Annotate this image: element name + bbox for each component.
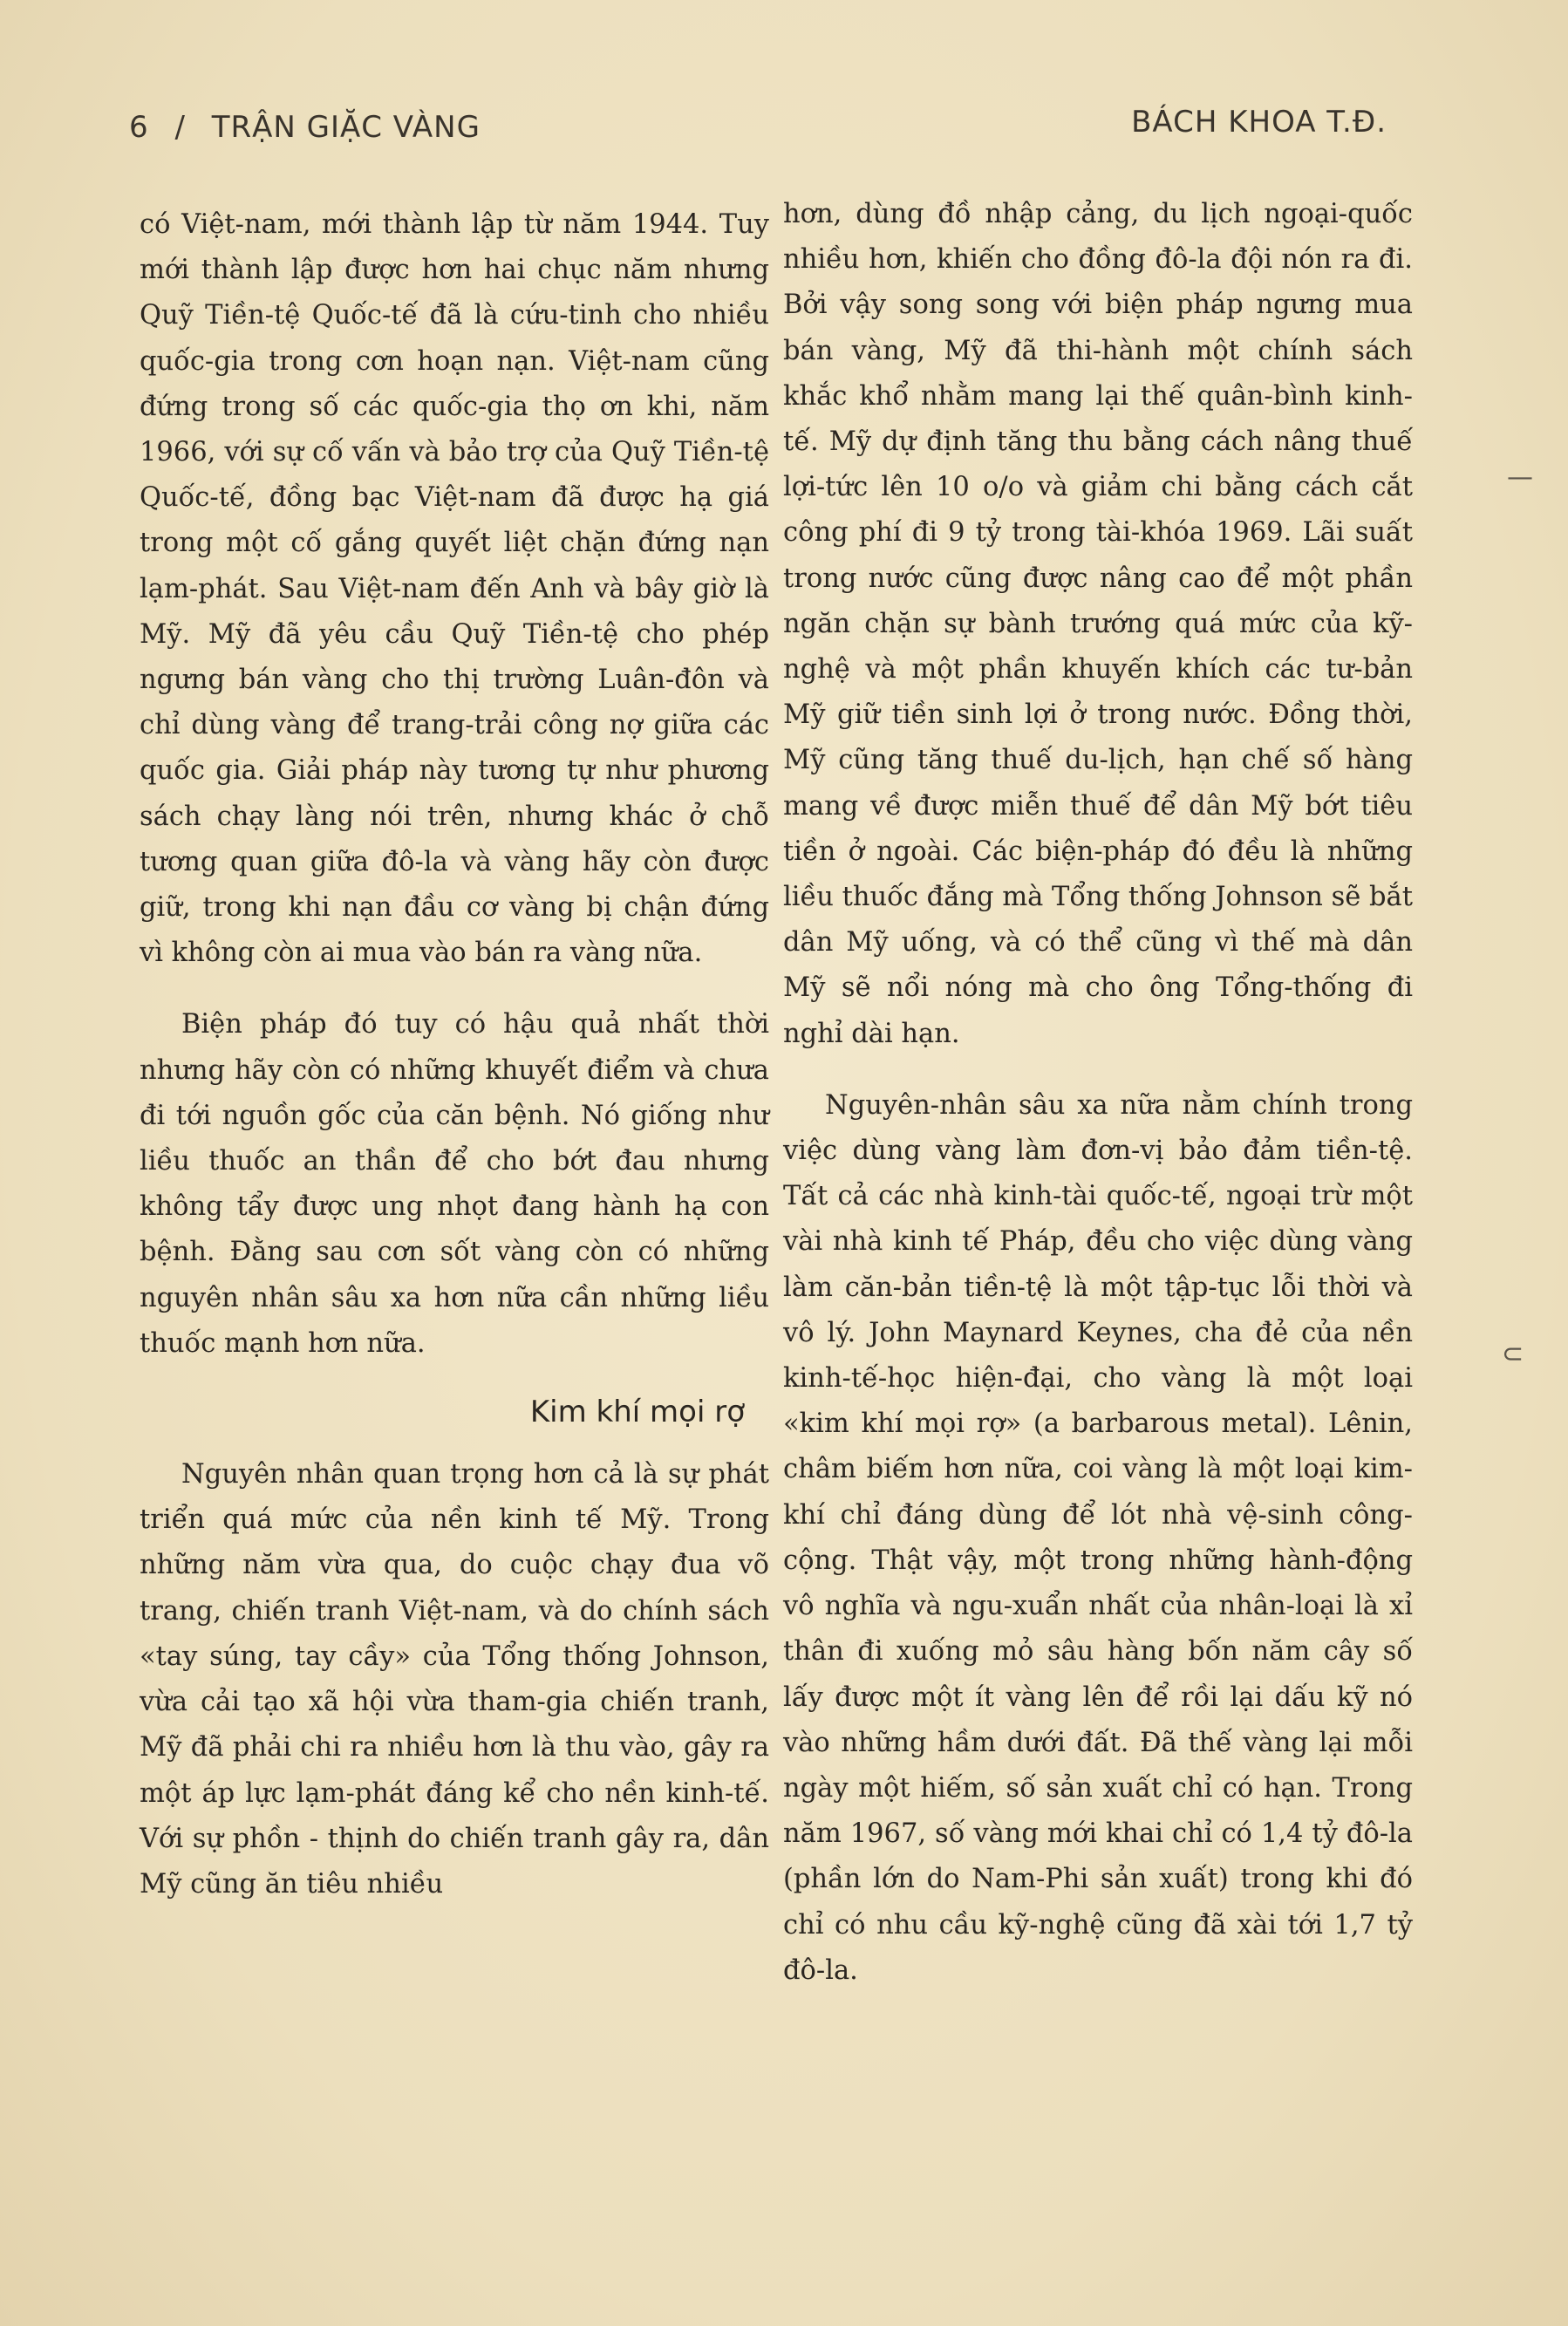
left-column: [140, 202, 769, 1907]
running-header: [129, 105, 1387, 162]
margin-mark-icon: —: [1507, 462, 1533, 493]
left-paragraph-2: Biện pháp đó tuy có hậu quả nhất thời nhưng hãy còn có những khuyết điểm và chưa đi tới nguồn gốc của căn bệnh. Nó giống như liều thuốc an thần để cho bớt đau nhưng không tẩy được ung nhọt đang hành hạ con bệnh. Đằng sau cơn sốt vàng còn có những nguyên nhân sâu xa hơn nữa cần những liều thuốc mạnh hơn nữa.: [140, 1009, 769, 1359]
left-paragraph-1: có Việt-nam, mới thành lập từ năm 1944. Tuy mới thành lập được hơn hai chục năm nhưng Quỹ Tiền-tệ Quốc-tế đã là cứu-tinh cho nhiều quốc-gia trong cơn hoạn nạn. Việt-nam cũng đứng trong số các quốc-gia thọ ơn khi, năm 1966, với sự cố vấn và bảo trợ của Quỹ Tiền-tệ Quốc-tế, đồng bạc Việt-nam đã được hạ giá trong một cố gắng quyết liệt chặn đứng nạn lạm-phát. Sau Việt-nam đến Anh và bây giờ là Mỹ. Mỹ đã yêu cầu Quỹ Tiền-tệ cho phép ngưng bán vàng cho thị trường Luân-đôn và chỉ dùng vàng để trang-trải công nợ giữa các quốc gia. Giải pháp này tương tự như phương sách chạy làng nói trên, nhưng khác ở chỗ tương quan giữa đô-la và vàng hãy còn được giữ, trong khi nạn đầu cơ vàng bị chận đứng vì không còn ai mua vào bán ra vàng nữa.: [140, 209, 769, 969]
right-paragraph-2: Nguyên-nhân sâu xa nữa nằm chính trong việc dùng vàng làm đơn-vị bảo đảm tiền-tệ. Tất cả các nhà kinh-tài quốc-tế, ngoại trừ một vài nhà kinh tế Pháp, đều cho việc dùng vàng làm căn-bản tiền-tệ là một tập-tục lỗi thời và vô lý. John Maynard Keynes, cha đẻ của nền kinh-tế-học hiện-đại, cho vàng là một loại «kim khí mọi rợ» (a barbarous metal). Lênin, châm biếm hơn nữa, coi vàng là một loại kim-khí chỉ đáng dùng để lót nhà vệ-sinh công-cộng. Thật vậy, một trong những hành-động vô nghĩa và ngu-xuẩn nhất của nhân-loại là xỉ thân đi xuống mỏ sâu hàng bốn năm cây số lấy được một ít vàng lên để rồi lại dấu kỹ nó vào những hầm dưới đất. Đã thế vàng lại mỗi ngày một hiếm, số sản xuất chỉ có hạn. Trong năm 1967, số vàng mới khai chỉ có 1,4 tỷ đô-la (phần lớn do Nam-Phi sản xuất) trong khi đó chỉ có nhu cầu kỹ-nghệ cũng đã xài tới 1,7 tỷ đô-la.: [783, 1089, 1413, 1986]
section-title: TRẬN GIẶC VÀNG: [211, 110, 481, 145]
margin-mark-icon: ⊂: [1502, 1339, 1524, 1369]
page-number: 6: [129, 110, 149, 145]
section-subheading: Kim khí mọi rợ: [529, 1395, 745, 1430]
left-paragraph-3: Nguyên nhân quan trọng hơn cả là sự phát triển quá mức của nền kinh tế Mỹ. Trong những năm vừa qua, do cuộc chạy đua võ trang, chiến tranh Việt-nam, và do chính sách «tay súng, tay cầy» của Tổng thống Johnson, vừa cải tạo xã hội vừa tham-gia chiến tranh, Mỹ đã phải chi ra nhiều hơn là thu vào, gây ra một áp lực lạm-phát đáng kể cho nền kinh-tế. Với sự phồn - thịnh do chiến tranh gây ra, dân Mỹ cũng ăn tiêu nhiều: [140, 1459, 769, 1900]
publication-name: BÁCH KHOA T.Đ.: [1131, 105, 1387, 140]
right-paragraph-1: hơn, dùng đồ nhập cảng, du lịch ngoại-quốc nhiều hơn, khiến cho đồng đô-la đội nón ra đi. Bởi vậy song song với biện pháp ngưng mua bán vàng, Mỹ đã thi-hành một chính sách khắc khổ nhằm mang lại thế quân-bình kinh-tế. Mỹ dự định tăng thu bằng cách nâng thuế lợi-tức lên 10 o/o và giảm chi bằng cách cắt công phí đi 9 tỷ trong tài-khóa 1969. Lãi suất trong nước cũng được nâng cao để một phần ngăn chặn sự bành trướng quá mức của kỹ-nghệ và một phần khuyến khích các tư-bản Mỹ giữ tiền sinh lợi ở trong nước. Đồng thời, Mỹ cũng tăng thuế du-lịch, hạn chế số hàng mang về được miễn thuế để dân Mỹ bớt tiêu tiền ở ngoài. Các biện-pháp đó đều là những liều thuốc đắng mà Tổng thống Johnson sẽ bắt dân Mỹ uống, và có thể cũng vì thế mà dân Mỹ sẽ nổi nóng mà cho ông Tổng-thống đi nghỉ dài hạn.: [783, 199, 1413, 1049]
header-separator: /: [174, 110, 186, 145]
right-column: [783, 192, 1413, 1994]
header-left: [129, 110, 496, 145]
